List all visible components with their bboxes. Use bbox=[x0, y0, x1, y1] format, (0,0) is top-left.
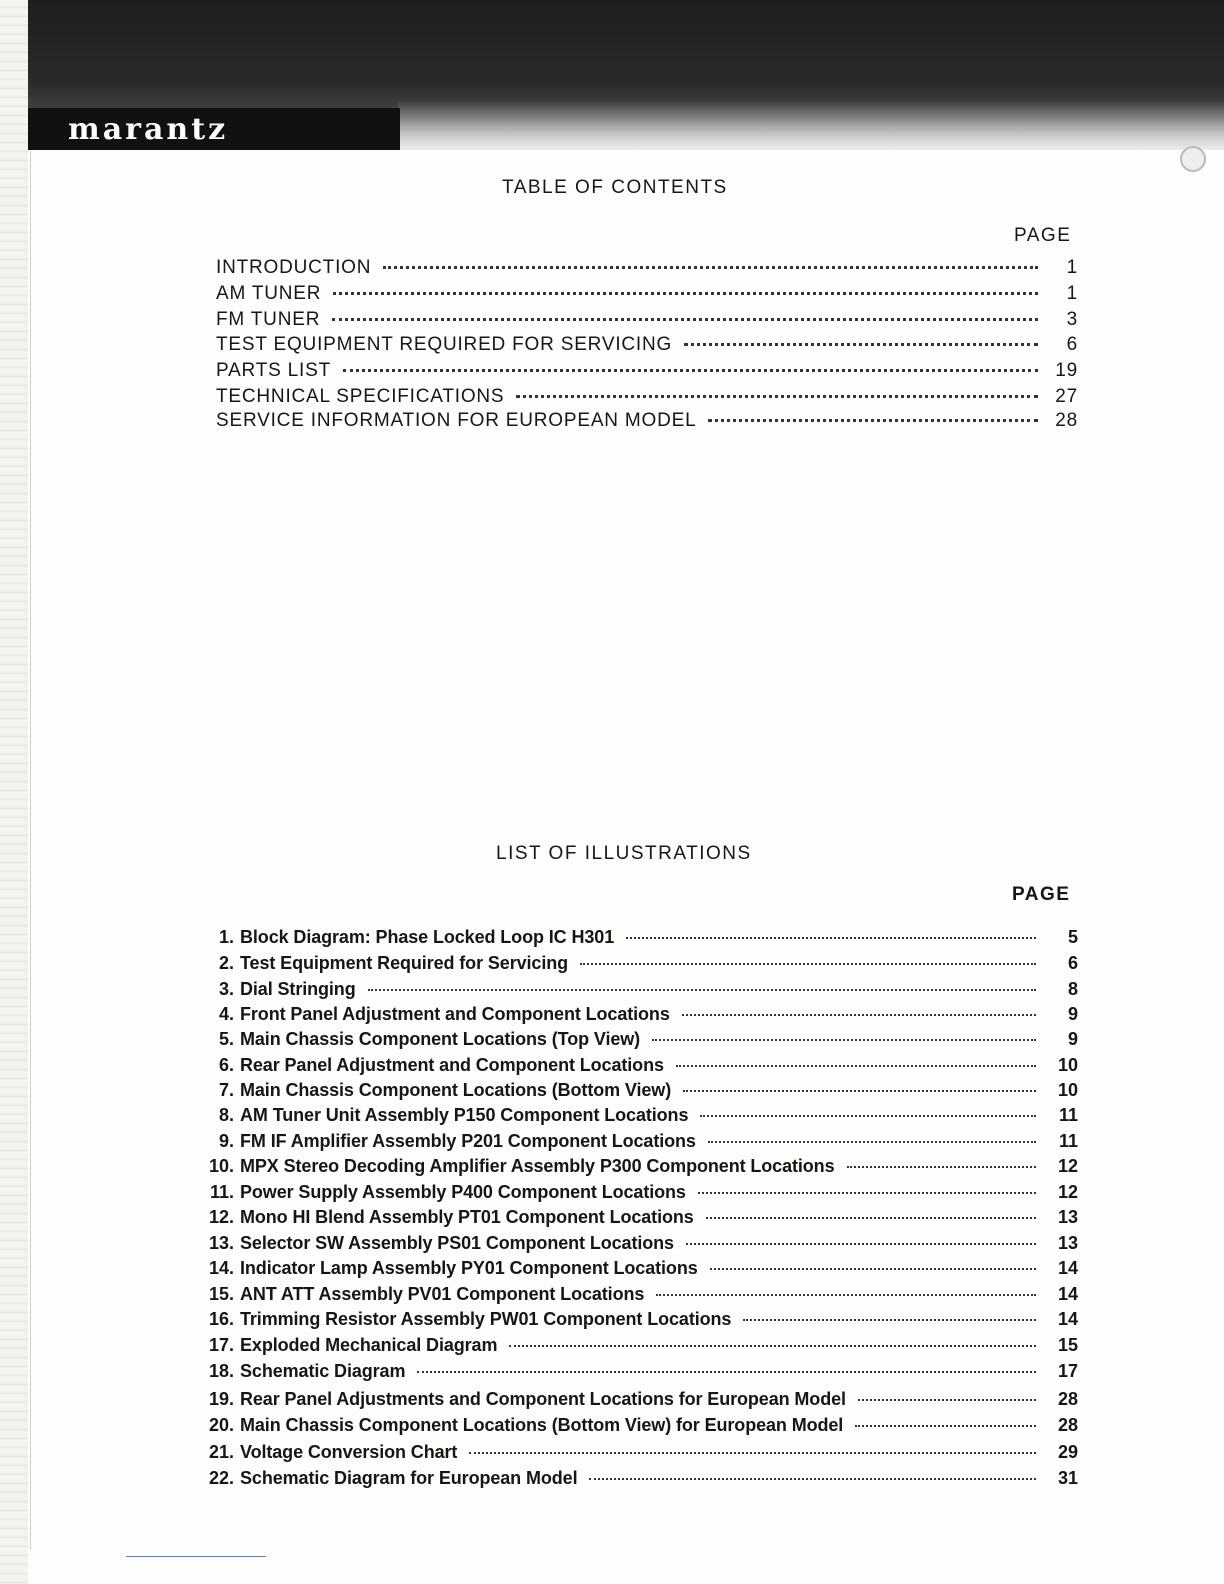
toc-entry-title: TECHNICAL SPECIFICATIONS bbox=[216, 386, 505, 407]
illustration-number: 14. bbox=[208, 1258, 234, 1278]
dot-leader bbox=[847, 1166, 1037, 1168]
illustration-title: Power Supply Assembly P400 Component Locations bbox=[240, 1182, 686, 1202]
illustration-page: 8 bbox=[1067, 979, 1078, 999]
illustration-page: 10 bbox=[1057, 1080, 1078, 1100]
toc-entry bbox=[216, 309, 1078, 335]
illustration-title: AM Tuner Unit Assembly P150 Component Locations bbox=[240, 1105, 689, 1125]
illustration-entry bbox=[190, 1182, 1078, 1207]
illustration-page: 14 bbox=[1057, 1258, 1078, 1278]
illustration-page: 6 bbox=[1067, 953, 1078, 973]
illustration-entry bbox=[190, 953, 1078, 978]
illustration-page: 10 bbox=[1057, 1055, 1078, 1075]
illustration-page: 31 bbox=[1057, 1468, 1078, 1488]
illustration-page: 11 bbox=[1058, 1131, 1078, 1151]
illustration-entry bbox=[190, 927, 1078, 952]
illustration-number: 6. bbox=[218, 1055, 234, 1075]
illustration-page: 5 bbox=[1067, 927, 1078, 947]
dot-leader bbox=[343, 369, 1038, 372]
dot-leader bbox=[626, 937, 1036, 939]
illustration-number: 10. bbox=[208, 1156, 234, 1176]
illustration-title: Mono HI Blend Assembly PT01 Component Locations bbox=[240, 1207, 694, 1227]
dot-leader bbox=[708, 419, 1038, 422]
illustration-page: 29 bbox=[1057, 1442, 1078, 1462]
illustration-entry bbox=[190, 1131, 1078, 1156]
dot-leader bbox=[708, 1141, 1036, 1143]
dot-leader bbox=[383, 266, 1038, 269]
toc-entry-title: INTRODUCTION bbox=[216, 257, 372, 278]
illustration-entry bbox=[190, 1284, 1078, 1309]
illustration-entry bbox=[190, 1055, 1078, 1080]
illustration-entry bbox=[190, 1442, 1078, 1467]
illustration-entry bbox=[190, 1258, 1078, 1283]
dot-leader bbox=[682, 1014, 1036, 1016]
illustration-title: Rear Panel Adjustments and Component Locations for European Model bbox=[240, 1389, 846, 1409]
illustration-number: 3. bbox=[218, 979, 234, 999]
illustration-title: MPX Stereo Decoding Amplifier Assembly P300 Component Locations bbox=[240, 1156, 835, 1176]
illustration-page: 17 bbox=[1057, 1361, 1078, 1381]
illustration-title: Test Equipment Required for Servicing bbox=[240, 953, 569, 973]
illustration-number: 4. bbox=[218, 1004, 234, 1024]
illustration-entry bbox=[190, 1468, 1078, 1493]
illustration-entry bbox=[190, 1004, 1078, 1029]
illustration-title: Front Panel Adjustment and Component Locations bbox=[240, 1004, 670, 1024]
toc-entry-page: 1 bbox=[1066, 283, 1078, 304]
illustration-title: ANT ATT Assembly PV01 Component Locations bbox=[240, 1284, 645, 1304]
illustration-title: Exploded Mechanical Diagram bbox=[240, 1335, 498, 1355]
illustration-title: Main Chassis Component Locations (Top View) bbox=[240, 1029, 641, 1049]
toc-entry-page: 3 bbox=[1066, 309, 1078, 330]
illustration-title: Block Diagram: Phase Locked Loop IC H301 bbox=[240, 927, 615, 947]
illustration-page: 12 bbox=[1057, 1182, 1078, 1202]
illustration-page: 13 bbox=[1057, 1207, 1078, 1227]
illustration-page: 14 bbox=[1057, 1284, 1078, 1304]
dot-leader bbox=[589, 1478, 1036, 1480]
illustration-number: 12. bbox=[208, 1207, 234, 1227]
illustration-title: Main Chassis Component Locations (Bottom View) bbox=[240, 1080, 672, 1100]
illustration-title: Rear Panel Adjustment and Component Locations bbox=[240, 1055, 664, 1075]
dot-leader bbox=[509, 1345, 1036, 1347]
dot-leader bbox=[700, 1115, 1036, 1117]
toc-entry-title: PARTS LIST bbox=[216, 360, 331, 381]
toc-entry-title: AM TUNER bbox=[216, 283, 322, 304]
illustration-title: Voltage Conversion Chart bbox=[240, 1442, 458, 1462]
toc-entry-page: 19 bbox=[1055, 360, 1078, 381]
illustration-page: 12 bbox=[1057, 1156, 1078, 1176]
illustration-title: Indicator Lamp Assembly PY01 Component Locations bbox=[240, 1258, 698, 1278]
dot-leader bbox=[656, 1294, 1036, 1296]
illustration-number: 1. bbox=[218, 927, 234, 947]
illustration-number: 9. bbox=[218, 1131, 234, 1151]
illustration-title: Schematic Diagram for European Model bbox=[240, 1468, 578, 1488]
illustration-entry bbox=[190, 1361, 1078, 1386]
illustrations-page-label: PAGE bbox=[1012, 884, 1071, 905]
illustration-entry bbox=[190, 1415, 1078, 1440]
illustration-page: 14 bbox=[1057, 1309, 1078, 1329]
toc-entry bbox=[216, 386, 1078, 412]
toc-entry-title: TEST EQUIPMENT REQUIRED FOR SERVICING bbox=[216, 334, 673, 355]
illustration-entry bbox=[190, 1207, 1078, 1232]
toc-entry-page: 6 bbox=[1066, 334, 1078, 355]
illustration-number: 19. bbox=[208, 1389, 234, 1409]
dot-leader bbox=[417, 1371, 1036, 1373]
illustration-number: 17. bbox=[208, 1335, 234, 1355]
dot-leader bbox=[684, 343, 1038, 346]
illustration-page: 9 bbox=[1067, 1029, 1078, 1049]
illustration-entry bbox=[190, 1335, 1078, 1360]
illustration-entry bbox=[190, 1233, 1078, 1258]
dot-leader bbox=[580, 963, 1036, 965]
dot-leader bbox=[710, 1268, 1036, 1270]
toc-title: TABLE OF CONTENTS bbox=[502, 177, 728, 198]
scan-left-edge bbox=[0, 0, 28, 1584]
toc-entry bbox=[216, 257, 1078, 283]
dot-leader bbox=[333, 292, 1038, 295]
illustration-page: 28 bbox=[1057, 1389, 1078, 1409]
dot-leader bbox=[698, 1192, 1036, 1194]
dot-leader bbox=[858, 1399, 1036, 1401]
illustration-number: 7. bbox=[218, 1080, 234, 1100]
dot-leader bbox=[676, 1065, 1036, 1067]
illustration-page: 11 bbox=[1058, 1105, 1078, 1125]
dot-leader bbox=[686, 1243, 1036, 1245]
illustration-entry bbox=[190, 1105, 1078, 1130]
toc-entry-page: 28 bbox=[1055, 410, 1078, 431]
illustration-page: 28 bbox=[1057, 1415, 1078, 1435]
punch-hole bbox=[1180, 146, 1206, 172]
dot-leader bbox=[368, 989, 1036, 991]
illustrations-title: LIST OF ILLUSTRATIONS bbox=[496, 843, 752, 864]
toc-entry-page: 1 bbox=[1066, 257, 1078, 278]
dot-leader bbox=[683, 1090, 1036, 1092]
illustration-page: 15 bbox=[1057, 1335, 1078, 1355]
illustration-number: 2. bbox=[218, 953, 234, 973]
illustration-entry bbox=[190, 1029, 1078, 1054]
dot-leader bbox=[706, 1217, 1036, 1219]
illustration-entry bbox=[190, 979, 1078, 1004]
dot-leader bbox=[855, 1425, 1036, 1427]
toc-entry bbox=[216, 410, 1078, 436]
toc-entry bbox=[216, 360, 1078, 386]
left-margin-rule bbox=[30, 150, 31, 1550]
illustration-title: Trimming Resistor Assembly PW01 Component Locations bbox=[240, 1309, 732, 1329]
toc-page-label: PAGE bbox=[1014, 225, 1072, 246]
dot-leader bbox=[469, 1452, 1036, 1454]
dot-leader bbox=[652, 1039, 1036, 1041]
illustration-title: Selector SW Assembly PS01 Component Locations bbox=[240, 1233, 674, 1253]
illustration-title: Dial Stringing bbox=[240, 979, 356, 999]
illustration-entry bbox=[190, 1156, 1078, 1181]
illustration-number: 22. bbox=[208, 1468, 234, 1488]
toc-entry bbox=[216, 283, 1078, 309]
illustration-entry bbox=[190, 1389, 1078, 1414]
illustration-number: 15. bbox=[208, 1284, 234, 1304]
dot-leader bbox=[516, 395, 1038, 398]
illustration-page: 13 bbox=[1057, 1233, 1078, 1253]
illustration-title: FM IF Amplifier Assembly P201 Component Locations bbox=[240, 1131, 696, 1151]
illustration-number: 16. bbox=[208, 1309, 234, 1329]
toc-entry-page: 27 bbox=[1055, 386, 1078, 407]
illustration-number: 5. bbox=[218, 1029, 234, 1049]
illustration-number: 11. bbox=[209, 1182, 234, 1202]
toc-entry-title: FM TUNER bbox=[216, 309, 321, 330]
dot-leader bbox=[743, 1319, 1036, 1321]
illustration-number: 8. bbox=[218, 1105, 234, 1125]
dot-leader bbox=[332, 318, 1038, 321]
illustration-entry bbox=[190, 1080, 1078, 1105]
illustration-title: Main Chassis Component Locations (Bottom View) for European Model bbox=[240, 1415, 844, 1435]
illustration-number: 21. bbox=[208, 1442, 234, 1462]
illustration-title: Schematic Diagram bbox=[240, 1361, 406, 1381]
illustration-number: 13. bbox=[208, 1233, 234, 1253]
brand-logo: marantz bbox=[68, 112, 229, 147]
toc-entry bbox=[216, 334, 1078, 360]
toc-entry-title: SERVICE INFORMATION FOR EUROPEAN MODEL bbox=[216, 410, 697, 431]
illustration-number: 20. bbox=[208, 1415, 234, 1435]
illustration-number: 18. bbox=[208, 1361, 234, 1381]
illustration-page: 9 bbox=[1067, 1004, 1078, 1024]
footer-rule bbox=[126, 1556, 266, 1557]
illustration-entry bbox=[190, 1309, 1078, 1334]
